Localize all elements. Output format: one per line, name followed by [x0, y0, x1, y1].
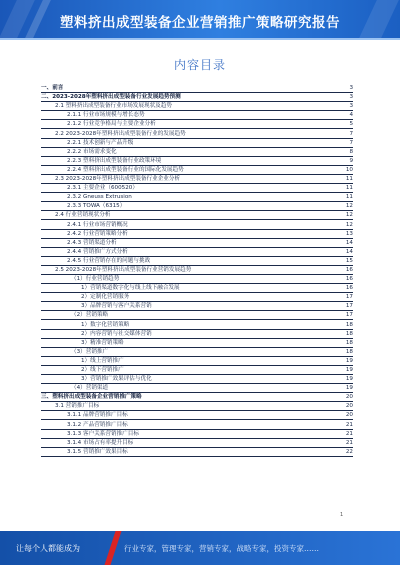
toc-entry-page: 21: [345, 421, 353, 428]
toc-entry-page: 21: [345, 439, 353, 446]
toc-entry-text: 3.1.3 客户关系营销推广目标: [67, 430, 139, 437]
toc-entry-text: 2.2.2 市场需求变化: [67, 148, 117, 155]
toc-entry-page: 12: [345, 212, 353, 219]
toc-entry-page: 20: [345, 412, 353, 419]
toc-entry-text: 2.4.2 行业营销策略分析: [67, 230, 128, 237]
toc-entry[interactable]: [41, 184, 353, 193]
toc-entry-page: 17: [345, 303, 353, 310]
toc-entry-text: 2.1.2 行业竞争格局与主要企业分析: [67, 121, 156, 128]
toc-heading: 内容目录: [173, 58, 226, 72]
toc-entry-page: 13: [345, 230, 353, 237]
toc-entry[interactable]: [41, 93, 353, 102]
toc-entry-page: 19: [345, 367, 353, 373]
toc-entry-text: 二、2023-2028年塑料挤出成型装备行业发展趋势预测: [41, 94, 181, 101]
toc-entry-page: 14: [345, 239, 353, 246]
toc-entry[interactable]: [41, 302, 353, 311]
toc-entry-text: （4）营销渠道: [71, 385, 109, 392]
toc-entry[interactable]: [41, 411, 353, 420]
toc-entry-text: 3.1.1 品牌营销推广目标: [67, 412, 128, 419]
toc-entry[interactable]: [41, 275, 353, 284]
toc-entry[interactable]: [41, 84, 353, 93]
toc-entry[interactable]: [41, 111, 353, 120]
toc-entry[interactable]: [41, 439, 353, 448]
toc-entry[interactable]: [41, 230, 353, 239]
toc-entry[interactable]: [41, 430, 353, 439]
toc-entry-text: 3）营销推广效果评估与优化: [81, 376, 152, 383]
toc-entry[interactable]: [41, 211, 353, 220]
toc-entry-text: 2.4.3 营销渠道分析: [67, 239, 117, 246]
toc-entry[interactable]: [41, 239, 353, 248]
toc-entry[interactable]: [41, 393, 353, 402]
toc-entry-text: 3）精准营销策略: [81, 339, 124, 346]
toc-entry-page: 3: [349, 103, 353, 110]
toc-entry-page: 16: [345, 266, 353, 273]
toc-entry-text: 2.4.1 行业市场营销概况: [67, 221, 128, 228]
toc-entry-page: 5: [349, 121, 353, 128]
toc-entry-page: 14: [345, 248, 353, 255]
page-number: 1: [340, 512, 344, 518]
toc-entry[interactable]: [41, 366, 353, 375]
toc-entry-text: （2）营销策略: [71, 312, 109, 319]
toc-entry-page: 12: [345, 203, 353, 210]
toc-entry-text: 2.3.2 Gneuss Extrusion: [67, 194, 132, 201]
toc-entry-text: 2）定制化营销服务: [81, 294, 130, 301]
toc-entry-text: 2.2 2023-2028年塑料挤出成型装备行业的发展趋势: [55, 130, 186, 137]
toc-entry[interactable]: [41, 293, 353, 302]
toc-entry[interactable]: [41, 248, 353, 257]
toc-entry-text: 2.4.4 营销推广方式分析: [67, 248, 128, 255]
header-divider: [0, 38, 400, 40]
toc-entry[interactable]: [41, 102, 353, 111]
toc-entry[interactable]: [41, 448, 353, 457]
toc-entry-page: 18: [345, 321, 353, 328]
toc-entry-page: 10: [345, 166, 353, 173]
toc-entry[interactable]: [41, 375, 353, 384]
toc-entry[interactable]: [41, 193, 353, 202]
toc-entry-page: 4: [349, 112, 353, 119]
toc-entry-page: 9: [349, 157, 353, 164]
toc-entry-page: 12: [345, 221, 353, 228]
toc-entry-text: 3.1 营销推广目标: [55, 403, 100, 410]
header-banner: [0, 0, 400, 38]
toc-entry[interactable]: [41, 320, 353, 329]
toc-entry-page: 7: [349, 139, 353, 146]
toc-entry-text: 三、塑料挤出成型装备企业营销推广策略: [41, 394, 142, 401]
toc-entry-page: 17: [345, 312, 353, 319]
toc-entry-text: 2.2.4 塑料挤出成型装备行业的国际化发展趋势: [67, 166, 184, 173]
toc-entry-text: 2）线下营销推广: [81, 367, 124, 373]
toc-entry-text: 2.5 2023-2028年塑料挤出成型装备行业营销发展趋势: [55, 266, 192, 273]
table-of-contents: [41, 84, 353, 457]
toc-entry-page: 18: [345, 348, 353, 355]
toc-entry-text: （3）营销推广: [71, 348, 109, 355]
toc-entry[interactable]: [41, 175, 353, 184]
toc-entry-page: 3: [349, 85, 353, 92]
toc-entry-text: 3.1.2 产品营销推广目标: [67, 421, 128, 428]
toc-entry-page: 11: [345, 176, 353, 183]
toc-entry[interactable]: [41, 148, 353, 157]
toc-entry-page: 22: [345, 448, 353, 455]
report-title: 塑料挤出成型装备企业营销推广策略研究报告: [60, 15, 340, 31]
toc-entry-page: 18: [345, 330, 353, 337]
toc-entry[interactable]: [41, 402, 353, 411]
toc-entry-page: 20: [345, 394, 353, 401]
toc-entry-text: 2.3.1 主要企业（600520）: [67, 185, 138, 192]
toc-entry-text: 1）数字化营销策略: [81, 321, 130, 328]
toc-entry-text: （1）行业营销趋势: [71, 276, 120, 283]
toc-entry-text: 1）营销渠道数字化与线上线下融合发展: [81, 285, 180, 292]
toc-entry-page: 19: [345, 376, 353, 383]
toc-entry[interactable]: [41, 330, 353, 339]
toc-entry[interactable]: [41, 348, 353, 357]
toc-entry-text: 3.1.4 市场占有率提升目标: [67, 439, 134, 446]
toc-entry-page: 11: [345, 194, 353, 201]
toc-entry[interactable]: [41, 166, 353, 175]
toc-entry-text: 2）内容营销与社交媒体营销: [81, 330, 152, 337]
toc-entry[interactable]: [41, 420, 353, 429]
toc-entry[interactable]: [41, 257, 353, 266]
toc-entry-page: 15: [345, 257, 353, 264]
toc-entry-text: 2.1.1 行业市场规模与增长态势: [67, 112, 145, 119]
toc-entry-page: 19: [345, 357, 353, 364]
toc-entry-page: 17: [345, 294, 353, 301]
toc-entry-text: 2.2.3 塑料挤出成型装备行业政策环境: [67, 157, 162, 164]
toc-entry-page: 11: [345, 185, 353, 192]
toc-entry-text: 2.4.5 行业营销存在的问题与挑战: [67, 257, 151, 264]
toc-entry-text: 1）线上营销推广: [81, 357, 124, 364]
footer-tagline: 行业专家，管理专家，营销专家，战略专家，投资专家……: [124, 544, 319, 553]
toc-entry-text: 2.2.1 技术创新与产品升级: [67, 139, 134, 146]
toc-entry-text: 2.3.3 TOWA（6315）: [67, 203, 126, 210]
toc-entry-text: 一、前言: [41, 85, 64, 92]
toc-entry[interactable]: [41, 284, 353, 293]
toc-entry-page: 19: [345, 385, 353, 392]
toc-entry[interactable]: [41, 129, 353, 138]
toc-entry[interactable]: [41, 357, 353, 366]
toc-entry-page: 8: [349, 148, 353, 155]
toc-entry-text: 3）品牌营销与客户关系营销: [81, 303, 152, 310]
toc-entry-text: 2.3 2023-2028年塑料挤出成型装备行业企业分析: [55, 176, 181, 183]
toc-entry-page: 16: [345, 285, 353, 292]
toc-entry-text: 2.1 塑料挤出成型装备行业市场发展现状及趋势: [55, 103, 172, 110]
toc-entry-text: 2.4 行业营销现状分析: [55, 212, 111, 219]
toc-entry-page: 20: [345, 403, 353, 410]
toc-entry[interactable]: [41, 311, 353, 320]
footer-slogan: 让每个人都能成为: [16, 544, 80, 553]
toc-entry-page: 21: [345, 430, 353, 437]
toc-entry[interactable]: [41, 266, 353, 275]
toc-entry[interactable]: [41, 339, 353, 348]
toc-entry[interactable]: [41, 202, 353, 211]
toc-entry[interactable]: [41, 157, 353, 166]
toc-entry-page: 16: [345, 276, 353, 283]
toc-entry-page: 3: [349, 94, 353, 101]
toc-entry[interactable]: [41, 220, 353, 229]
toc-entry[interactable]: [41, 120, 353, 129]
toc-entry-page: 7: [349, 130, 353, 137]
toc-entry-text: 3.1.5 营销推广效果目标: [67, 448, 128, 455]
toc-entry-page: 18: [345, 339, 353, 346]
toc-entry[interactable]: [41, 384, 353, 393]
toc-entry[interactable]: [41, 139, 353, 148]
